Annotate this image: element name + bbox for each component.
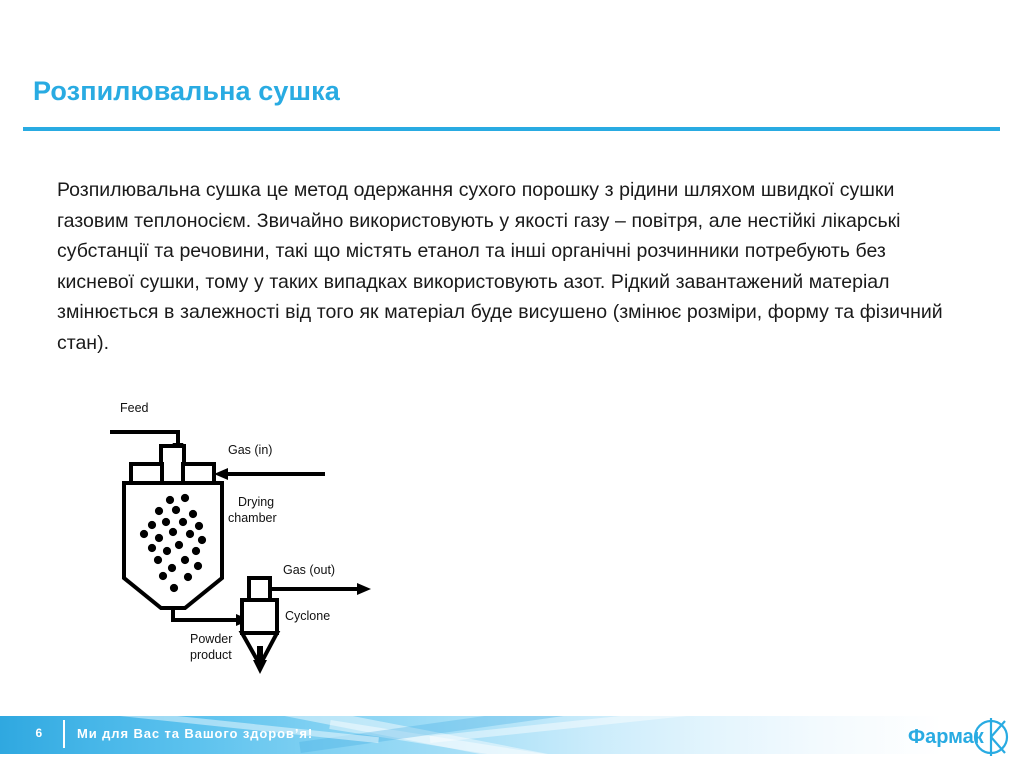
footer-streak-2 [329, 720, 844, 754]
logo-wordmark: Фармак [908, 726, 984, 748]
footer-streak-3 [299, 716, 697, 753]
gas-distributor-left [131, 464, 162, 483]
diagram-label-drying-chamber-line2: chamber [228, 511, 277, 525]
diagram-label-gas-out: Gas (out) [283, 563, 336, 577]
footer-streak-1 [279, 716, 704, 754]
gas-distributor-right [183, 464, 214, 483]
farmak-logo-svg [908, 712, 1012, 760]
diagram-label-powder-line1: Powder [190, 632, 233, 646]
footer-streak-4 [430, 716, 769, 743]
spray-drying-diagram-svg [100, 398, 390, 678]
diagram-label-cyclone: Cyclone [285, 609, 331, 623]
diagram-label-feed: Feed [120, 401, 149, 415]
page-title: Розпилювальна сушка [33, 76, 340, 106]
cyclone-body [242, 600, 277, 633]
diagram-label-drying-chamber-line1: Drying [238, 495, 275, 509]
body-paragraph: Розпилювальна сушка це метод одержання сухого порошку з рідини шляхом швидкої сушки газовим теплоносієм. Звичайно використовують у якості газу – повітря, але нестійкі лікарські субстанції та речовини, такі що містять етанол та інші органічні розчинники потребують без кисневої сушки, тому у таких випадках використовують азот. Рідкий завантажений матеріал змінюється в залежності від того як матеріал буде висушено (змінює розміри, форму та фізичний стан). [57, 179, 943, 354]
spray-drying-diagram [100, 398, 390, 678]
diagram-label-gas-in: Gas (in) [228, 443, 273, 457]
footer-page-number: 6 [35, 726, 43, 740]
gas-out-flow-arrow [270, 583, 371, 595]
diagram-label-powder-line2: product [190, 648, 232, 662]
cyclone-vortex-finder [249, 578, 270, 600]
chamber-to-cyclone-duct [173, 608, 250, 626]
footer-divider [63, 720, 65, 748]
gas-in-flow-arrow [214, 468, 325, 480]
title-underline-rule [23, 127, 1000, 131]
brand-logo [908, 712, 1012, 760]
footer-tagline: Ми для Вас та Вашого здоров’я! [77, 726, 314, 741]
